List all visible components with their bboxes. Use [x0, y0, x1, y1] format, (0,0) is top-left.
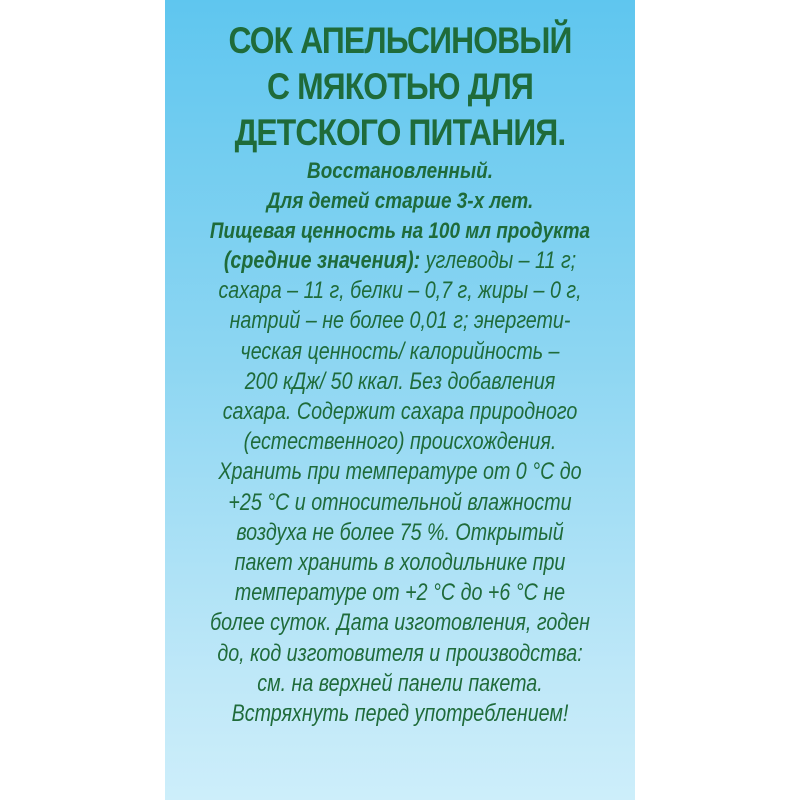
product-title-line-2: С МЯКОТЬЮ ДЛЯ [266, 66, 534, 107]
body-line-8: +25 °С и относительной влажности [228, 488, 572, 516]
body-line-7: Хранить при температуре от 0 °С до [218, 458, 582, 486]
body-line-10: пакет хранить в холодильнике при [234, 549, 566, 577]
nutrition-heading: Пищевая ценность на 100 мл продукта [209, 218, 591, 243]
nutrition-average-label: (средние значения): [223, 247, 421, 274]
body-line-9: воздуха не более 75 %. Открытый [236, 518, 564, 546]
product-title-line-3: ДЕТСКОГО ПИТАНИЯ. [234, 112, 566, 153]
body-line-11: температуре от +2 °С до +6 °С не [234, 579, 566, 607]
body-line-5: сахара. Содержит сахара природного [222, 398, 578, 426]
body-line-1: сахара – 11 г, белки – 0,7 г, жиры – 0 г, [218, 277, 582, 305]
body-line-6: (естественного) происхождения. [243, 428, 557, 456]
juice-label-panel [165, 0, 635, 800]
label-text-block [165, 18, 635, 729]
subtitle-line-2: Для детей старше 3-х лет. [266, 188, 534, 213]
body-line-3: ческая ценность/ калорийность – [240, 337, 560, 365]
body-line-12: более суток. Дата изготовления, годен [210, 609, 590, 637]
carbs-text: углеводы – 11 г; [420, 247, 577, 274]
nutrition-values-line-1 [207, 246, 592, 276]
body-line-14: см. на верхней панели пакета. [257, 669, 543, 697]
body-line-2: натрий – не более 0,01 г; энергети- [229, 307, 571, 335]
body-line-4: 200 кДж/ 50 ккал. Без добавления [244, 367, 556, 395]
subtitle-line-1: Восстановленный. [307, 158, 493, 183]
product-title-line-1: СОК АПЕЛЬСИНОВЫЙ [228, 20, 572, 61]
body-line-15: Встряхнуть перед употреблением! [231, 700, 569, 728]
body-line-13: до, код изготовителя и производства: [217, 639, 583, 667]
